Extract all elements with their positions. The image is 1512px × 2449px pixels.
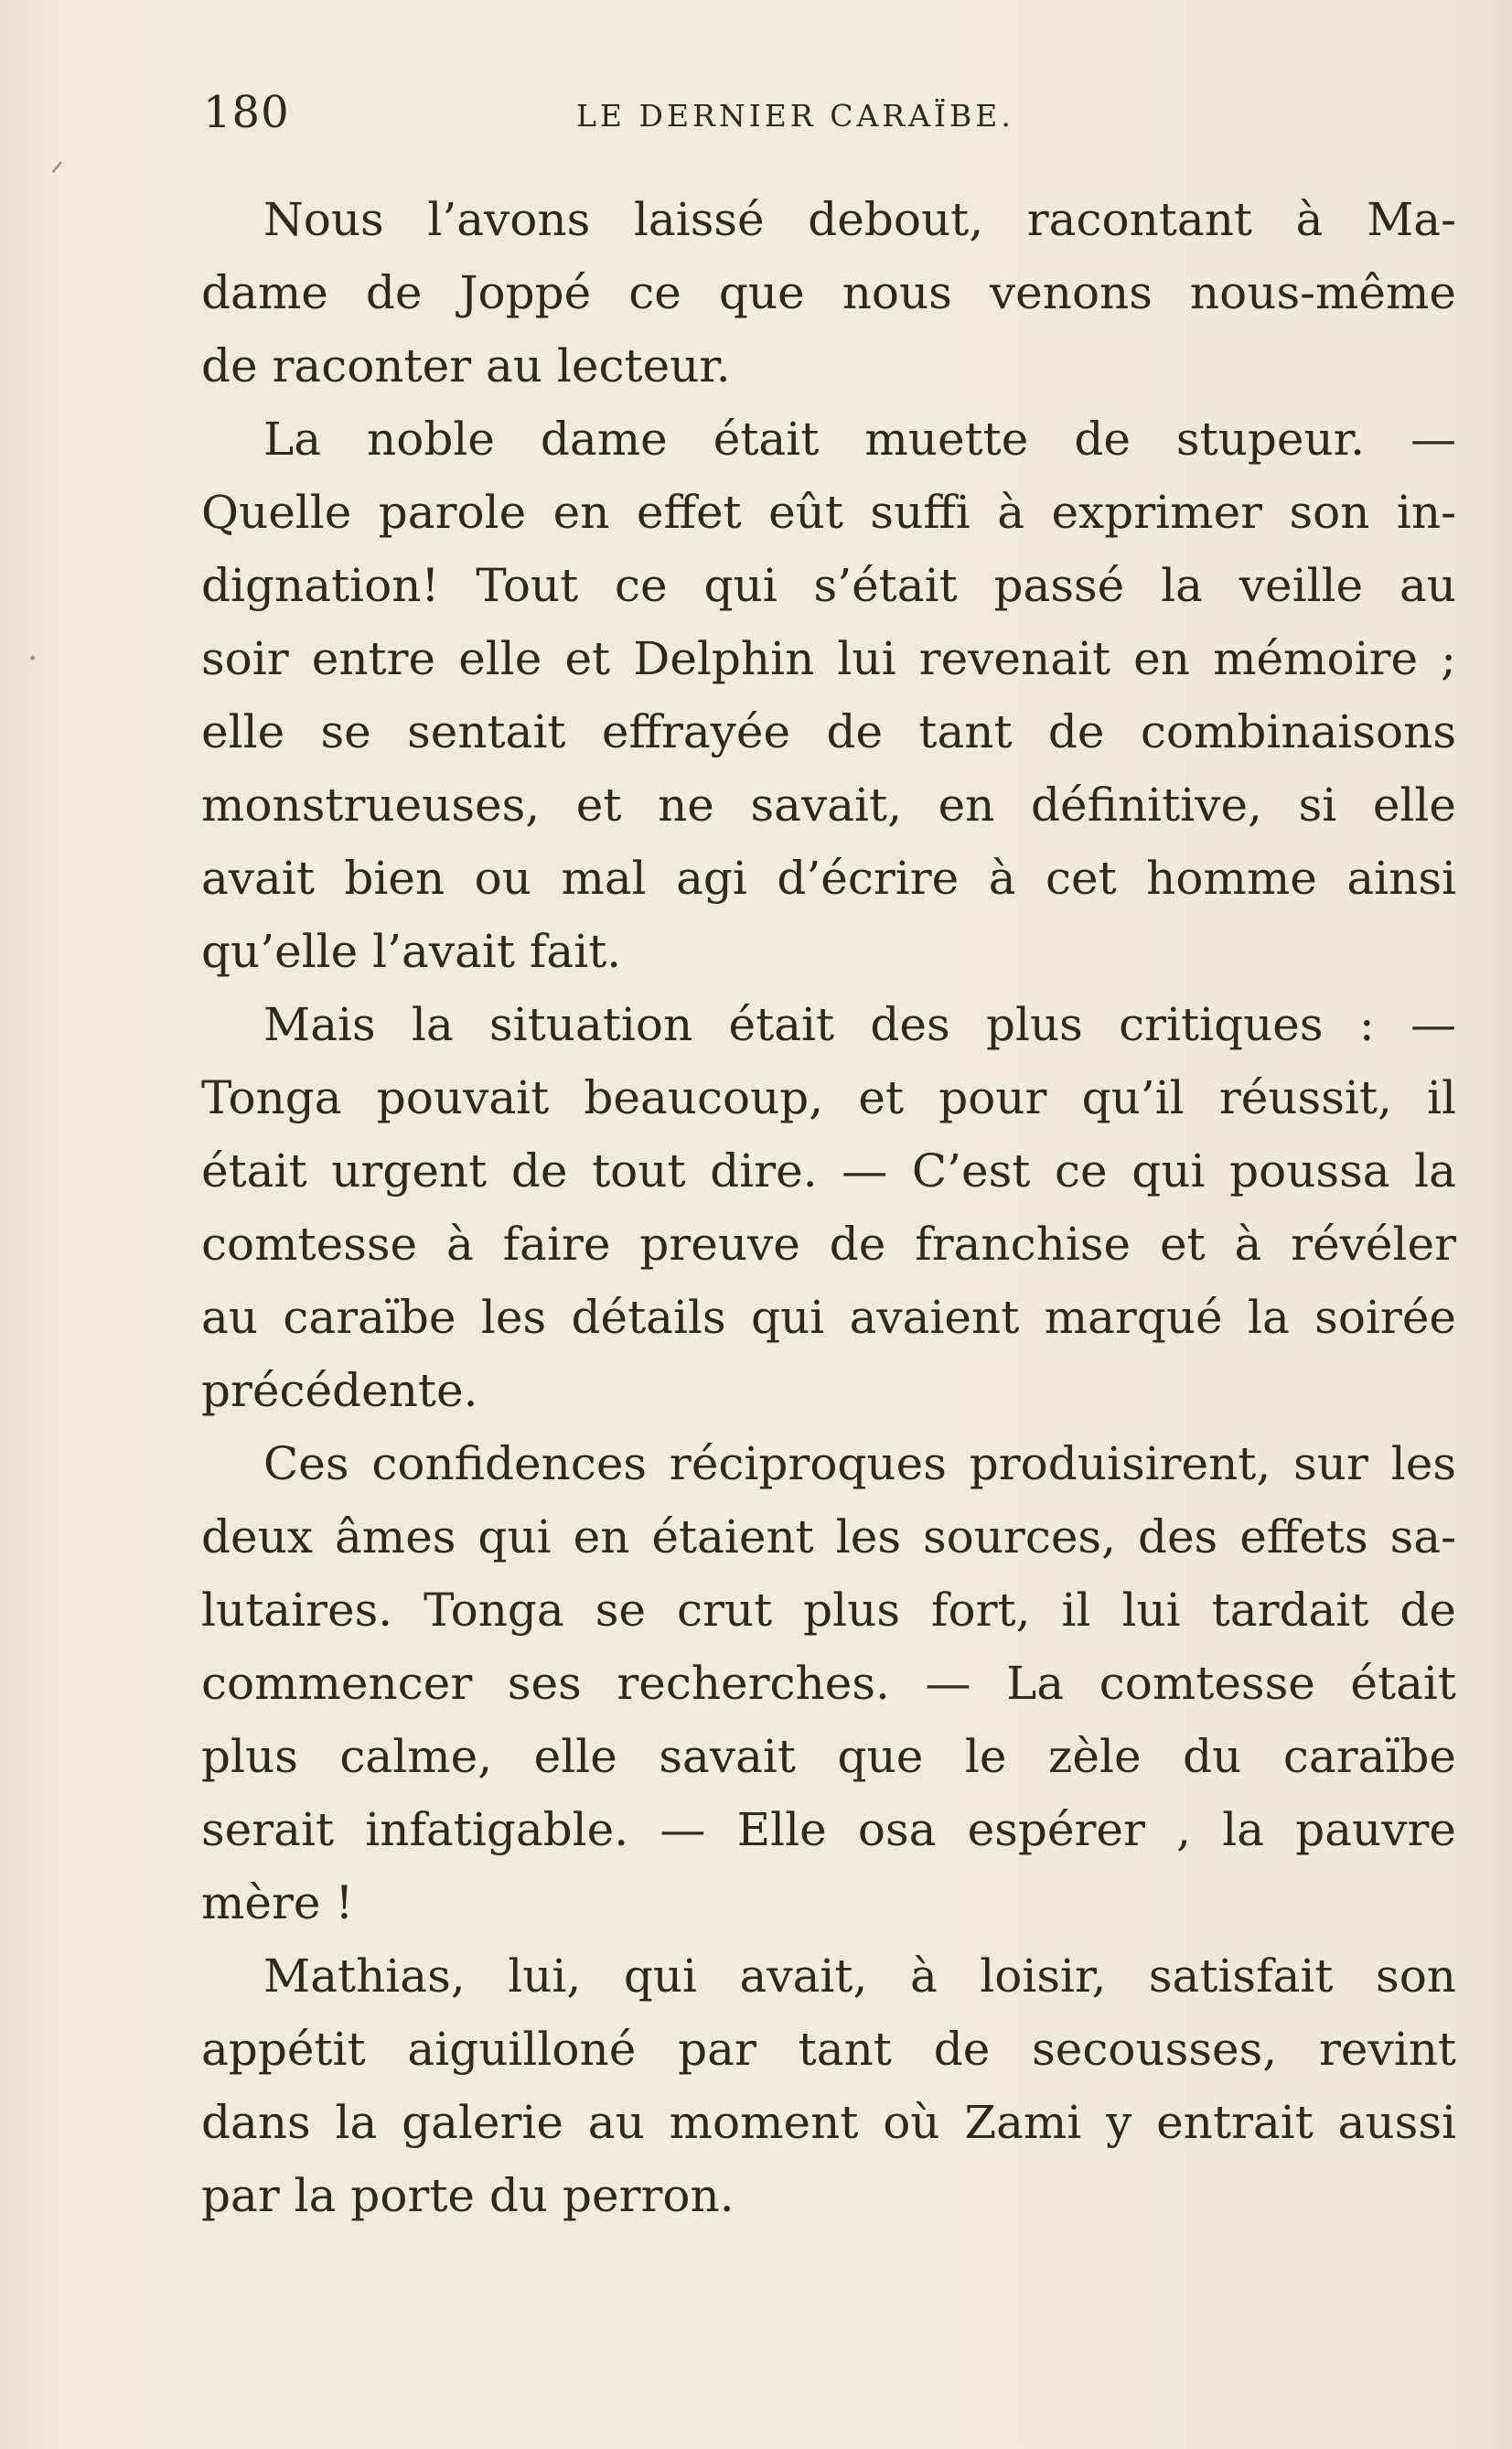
text-line: par la porte du perron. — [201, 2169, 735, 2222]
text-line: monstrueuses, et ne savait, en définitive, si elle — [201, 779, 1456, 832]
page-number: 180 — [203, 87, 290, 138]
margin-mark-icon: · — [27, 640, 38, 678]
text-line: de raconter au lecteur. — [201, 339, 731, 392]
text-line: qu’elle l’avait fait. — [201, 925, 622, 978]
text-line: dans la galerie au moment où Zami y entrait aussi — [201, 2096, 1456, 2149]
text-line: serait infatigable. — Elle osa espérer , la pauvre — [201, 1803, 1456, 1856]
text-line: avait bien ou mal agi d’écrire à cet homme ainsi — [201, 852, 1456, 905]
text-line: plus calme, elle savait que le zèle du caraïbe — [201, 1730, 1456, 1783]
text-line: lutaires. Tonga se crut plus fort, il lui tardait de — [201, 1584, 1456, 1637]
text-line: dignation! Tout ce qui s’était passé la veille au — [201, 559, 1456, 612]
margin-mark-icon: ᐟ — [50, 156, 65, 193]
text-line: soir entre elle et Delphin lui revenait en mémoire ; — [201, 632, 1456, 685]
text-line: Mathias, lui, qui avait, à loisir, satisfait son — [263, 1950, 1456, 2003]
text-line: La noble dame était muette de stupeur. — — [263, 413, 1456, 466]
text-line: Nous l’avons laissé debout, racontant à Ma- — [263, 193, 1456, 246]
text-line: appétit aiguilloné par tant de secousses, revint — [201, 2023, 1456, 2076]
text-line: deux âmes qui en étaient les sources, des effets sa- — [201, 1510, 1456, 1563]
text-line: dame de Joppé ce que nous venons nous-même — [201, 266, 1456, 319]
text-line: au caraïbe les détails qui avaient marqué la soirée — [201, 1291, 1456, 1344]
text-line: Ces confidences réciproques produisirent, sur les — [263, 1437, 1456, 1490]
text-line: elle se sentait effrayée de tant de combinaisons — [201, 705, 1456, 758]
running-title: LE DERNIER CARAÏBE. — [576, 98, 1014, 134]
text-line: Tonga pouvait beaucoup, et pour qu’il réussit, il — [201, 1071, 1456, 1124]
text-line: Quelle parole en effet eût suffi à exprimer son in- — [201, 486, 1456, 539]
text-line: comtesse à faire preuve de franchise et à révéler — [201, 1218, 1456, 1271]
text-line: précédente. — [201, 1364, 478, 1417]
text-line: Mais la situation était des plus critiques : — — [263, 998, 1456, 1051]
running-head — [203, 87, 1465, 151]
text-line: mère ! — [201, 1876, 354, 1929]
text-line: commencer ses recherches. — La comtesse était — [201, 1657, 1456, 1710]
text-line: était urgent de tout dire. — C’est ce qui poussa la — [201, 1144, 1456, 1198]
body-text — [201, 183, 1456, 2232]
